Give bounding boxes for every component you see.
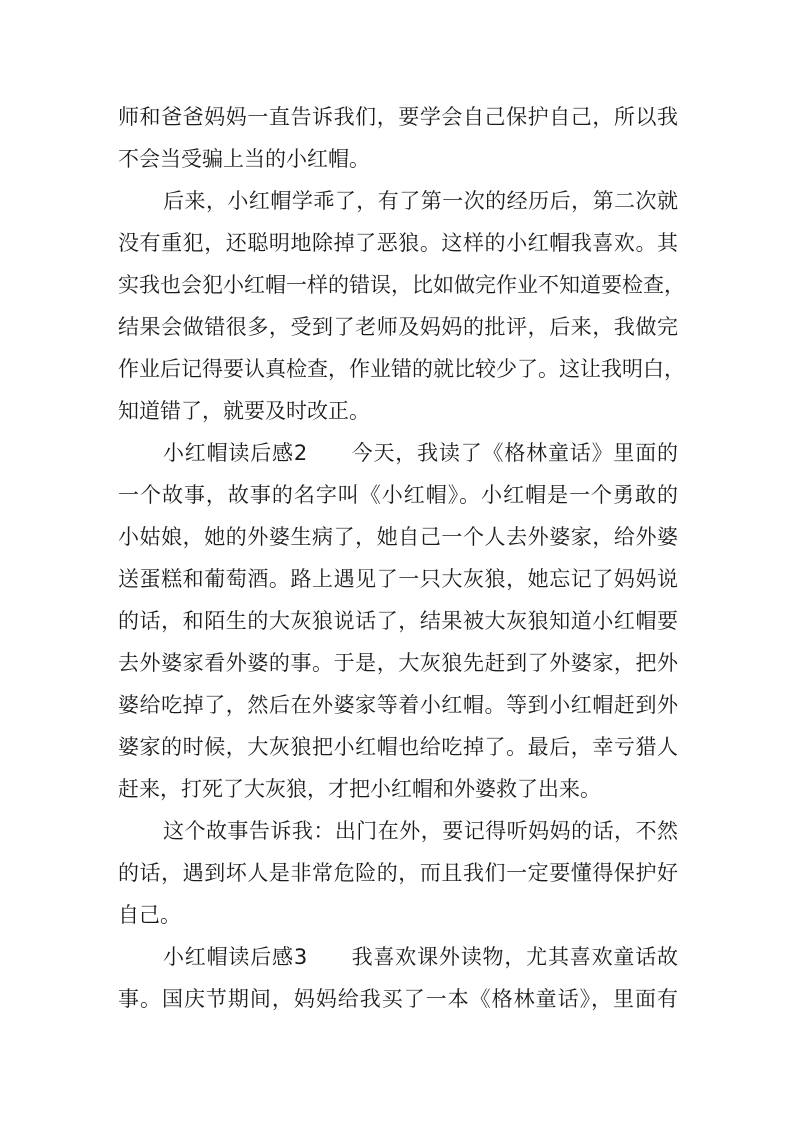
text-line: 作业后记得要认真检查，作业错的就比较少了。这让我明白， [118, 357, 685, 381]
text-line: 自己。 [118, 903, 181, 927]
text-line: 知道错了，就要及时改正。 [118, 399, 370, 423]
text-line: 一个故事，故事的名字叫《小红帽》。小红帽是一个勇敢的 [118, 483, 678, 507]
text-line: 赶来，打死了大灰狼，才把小红帽和外婆救了出来。 [118, 777, 601, 801]
text-line: 婆家的时候，大灰狼把小红帽也给吃掉了。最后，幸亏猎人 [118, 735, 678, 759]
text-line: 去外婆家看外婆的事。于是，大灰狼先赶到了外婆家，把外 [118, 651, 678, 675]
text-line: 小红帽读后感2 今天，我读了《格林童话》里面的 [163, 441, 678, 465]
text-line: 小红帽读后感3 我喜欢课外读物，尤其喜欢童话故 [163, 945, 678, 969]
text-line: 送蛋糕和葡萄酒。路上遇见了一只大灰狼，她忘记了妈妈说 [118, 567, 678, 591]
text-line: 后来，小红帽学乖了，有了第一次的经历后，第二次就 [163, 189, 678, 213]
text-line: 师和爸爸妈妈一直告诉我们，要学会自己保护自己，所以我 [118, 105, 678, 129]
text-line: 结果会做错很多，受到了老师及妈妈的批评，后来，我做完 [118, 315, 678, 339]
text-line: 的话，遇到坏人是非常危险的，而且我们一定要懂得保护好 [118, 861, 678, 885]
text-line: 实我也会犯小红帽一样的错误，比如做完作业不知道要检查， [118, 273, 685, 297]
text-line: 不会当受骗上当的小红帽。 [118, 147, 370, 171]
text-line: 这个故事告诉我：出门在外，要记得听妈妈的话，不然 [163, 819, 678, 843]
text-line: 没有重犯，还聪明地除掉了恶狼。这样的小红帽我喜欢。其 [118, 231, 678, 255]
text-line: 的话，和陌生的大灰狼说话了，结果被大灰狼知道小红帽要 [118, 609, 678, 633]
text-line: 事。国庆节期间，妈妈给我买了一本《格林童话》，里面有 [118, 987, 678, 1011]
text-line: 婆给吃掉了，然后在外婆家等着小红帽。等到小红帽赶到外 [118, 693, 678, 717]
text-line: 小姑娘，她的外婆生病了，她自己一个人去外婆家，给外婆 [118, 525, 678, 549]
